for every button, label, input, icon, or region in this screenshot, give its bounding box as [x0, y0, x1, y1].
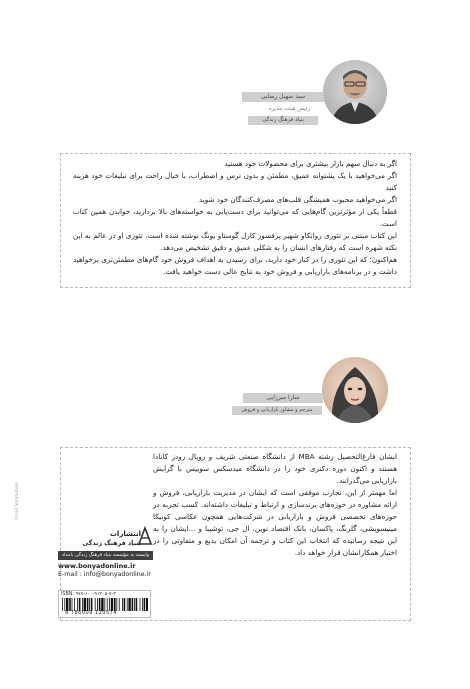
barcode-bar — [127, 598, 128, 611]
side-credit: Omid Sorkhabeh — [15, 482, 20, 520]
author1-name: سید سهیل رضایی — [242, 92, 324, 102]
isbn-barcode-box — [58, 590, 151, 618]
publisher-email[interactable]: E-mail : info@bonyadonline.ir — [58, 571, 151, 578]
publisher-tagline: وابسته به مؤسسه بنیاد فرهنگ زندگی بامداد — [58, 551, 153, 560]
barcode-bar — [124, 598, 126, 611]
review1-paragraph: اگر می‌خواهید با یک پشتوانه عمیق، مطمئن و بدون ترس و اضطراب، با خیال راحت برای تبلیغات خود هزینه کنید — [73, 171, 397, 192]
barcode-bar — [122, 598, 123, 611]
barcode-bar — [128, 598, 130, 611]
barcode-bar — [142, 598, 143, 611]
barcode-bar — [146, 598, 148, 611]
barcode-bar — [140, 598, 141, 611]
barcode-bar — [134, 598, 135, 611]
review2-text — [153, 451, 397, 559]
barcode-bar — [132, 598, 134, 611]
review2-paragraph: ایشان فارغ‌التحصیل رشته MBA از دانشگاه صنعتی شریف و رویال رودز کانادا هستند و اکنون دوره دکتری خود را در دانشگاه میدسکس سوییس با گرایش بازاریابی می‌گذرانند. — [153, 452, 397, 485]
review1-paragraph: این کتاب مبتنی بر تئوری روانکاو شهیر پرفسور کارل گوستاو یونگ نوشته شده است. تئوری او در عالم به این نکته شهره است که رفتارهای انسان را به شکلی عمیق و دقیق تشخیص می‌دهد. — [73, 231, 397, 252]
review1-paragraph: هم‌اکنون؛ که این تئوری را در کنار خود دارید، برای رسیدن به اهداف فروش خود گام‌های مطمئن‌تری برخواهید داشت و در برنامه‌های بازاریابی و فروش خود به نتایج عالی دست خواهید یافت. — [73, 255, 397, 276]
barcode-bar — [144, 598, 146, 611]
author2-name: سارا میرزایی — [243, 393, 323, 403]
author2-role: مترجم و مشاور بازاریابی و فروش — [232, 406, 322, 415]
author1-role-line2: بنیاد فرهنگ زندگی — [248, 116, 318, 125]
review1-text — [73, 158, 397, 278]
barcode-number: 9 786009 120574 — [65, 610, 118, 616]
barcode-bar — [62, 598, 63, 611]
review2-paragraph: اما مهمتر از این، تجارب موفقی است که ایشان در مدیریت بازاریابی، فروش و ارائه مشاوره در حوزه‌های برندسازی و ارتباط و تبلیغات داشته‌اند. کسب تجربه در حوزه‌های تخصصی فروش و بازاریابی در شرکت‌هایی همچون عکاسی کونیکا مینیسویشی، گلرنگ، پاکسان، بانک اقتصاد نوین، ال جی، توشیبا و ...ایشان را به این نتیجه رسانیده که انتخاب این کتاب و ترجمه آن امکان بدیع و متفاوتی را در اختیار همکارانشان قرار خواهد داد. — [153, 488, 397, 557]
review1-paragraph: قطعاً یکی از مؤثرترین گام‌هایی که می‌توانید برای دست‌یابی به خواسته‌های بالا بردارید، خواندن همین کتاب است. — [73, 207, 397, 228]
review1-paragraph: اگر می‌خواهید محبوب همیشگی قلب‌های مصرف‌کنندگان خود شوید — [199, 195, 397, 204]
publisher-name-line2: بنیاد فرهنگ زندگی — [82, 540, 141, 547]
review1-paragraph: اگر به دنبال سهم بازار بیشتری برای محصولات خود هستید — [224, 159, 397, 168]
publisher-name-line1: انتشارات — [109, 530, 141, 538]
author1-photo — [323, 60, 387, 124]
barcode-bar — [136, 598, 138, 611]
barcode-bar — [119, 598, 120, 611]
isbn-label: ISBN: ۹۷۸-۶۰۰-۹۱۲۰۵-۷-۴ — [61, 592, 116, 597]
publisher-website[interactable]: www.bonyadonline.ir — [58, 562, 136, 570]
author1-role-line1: رئیس هیئت مدیره — [268, 106, 310, 112]
author2-photo — [322, 357, 388, 423]
